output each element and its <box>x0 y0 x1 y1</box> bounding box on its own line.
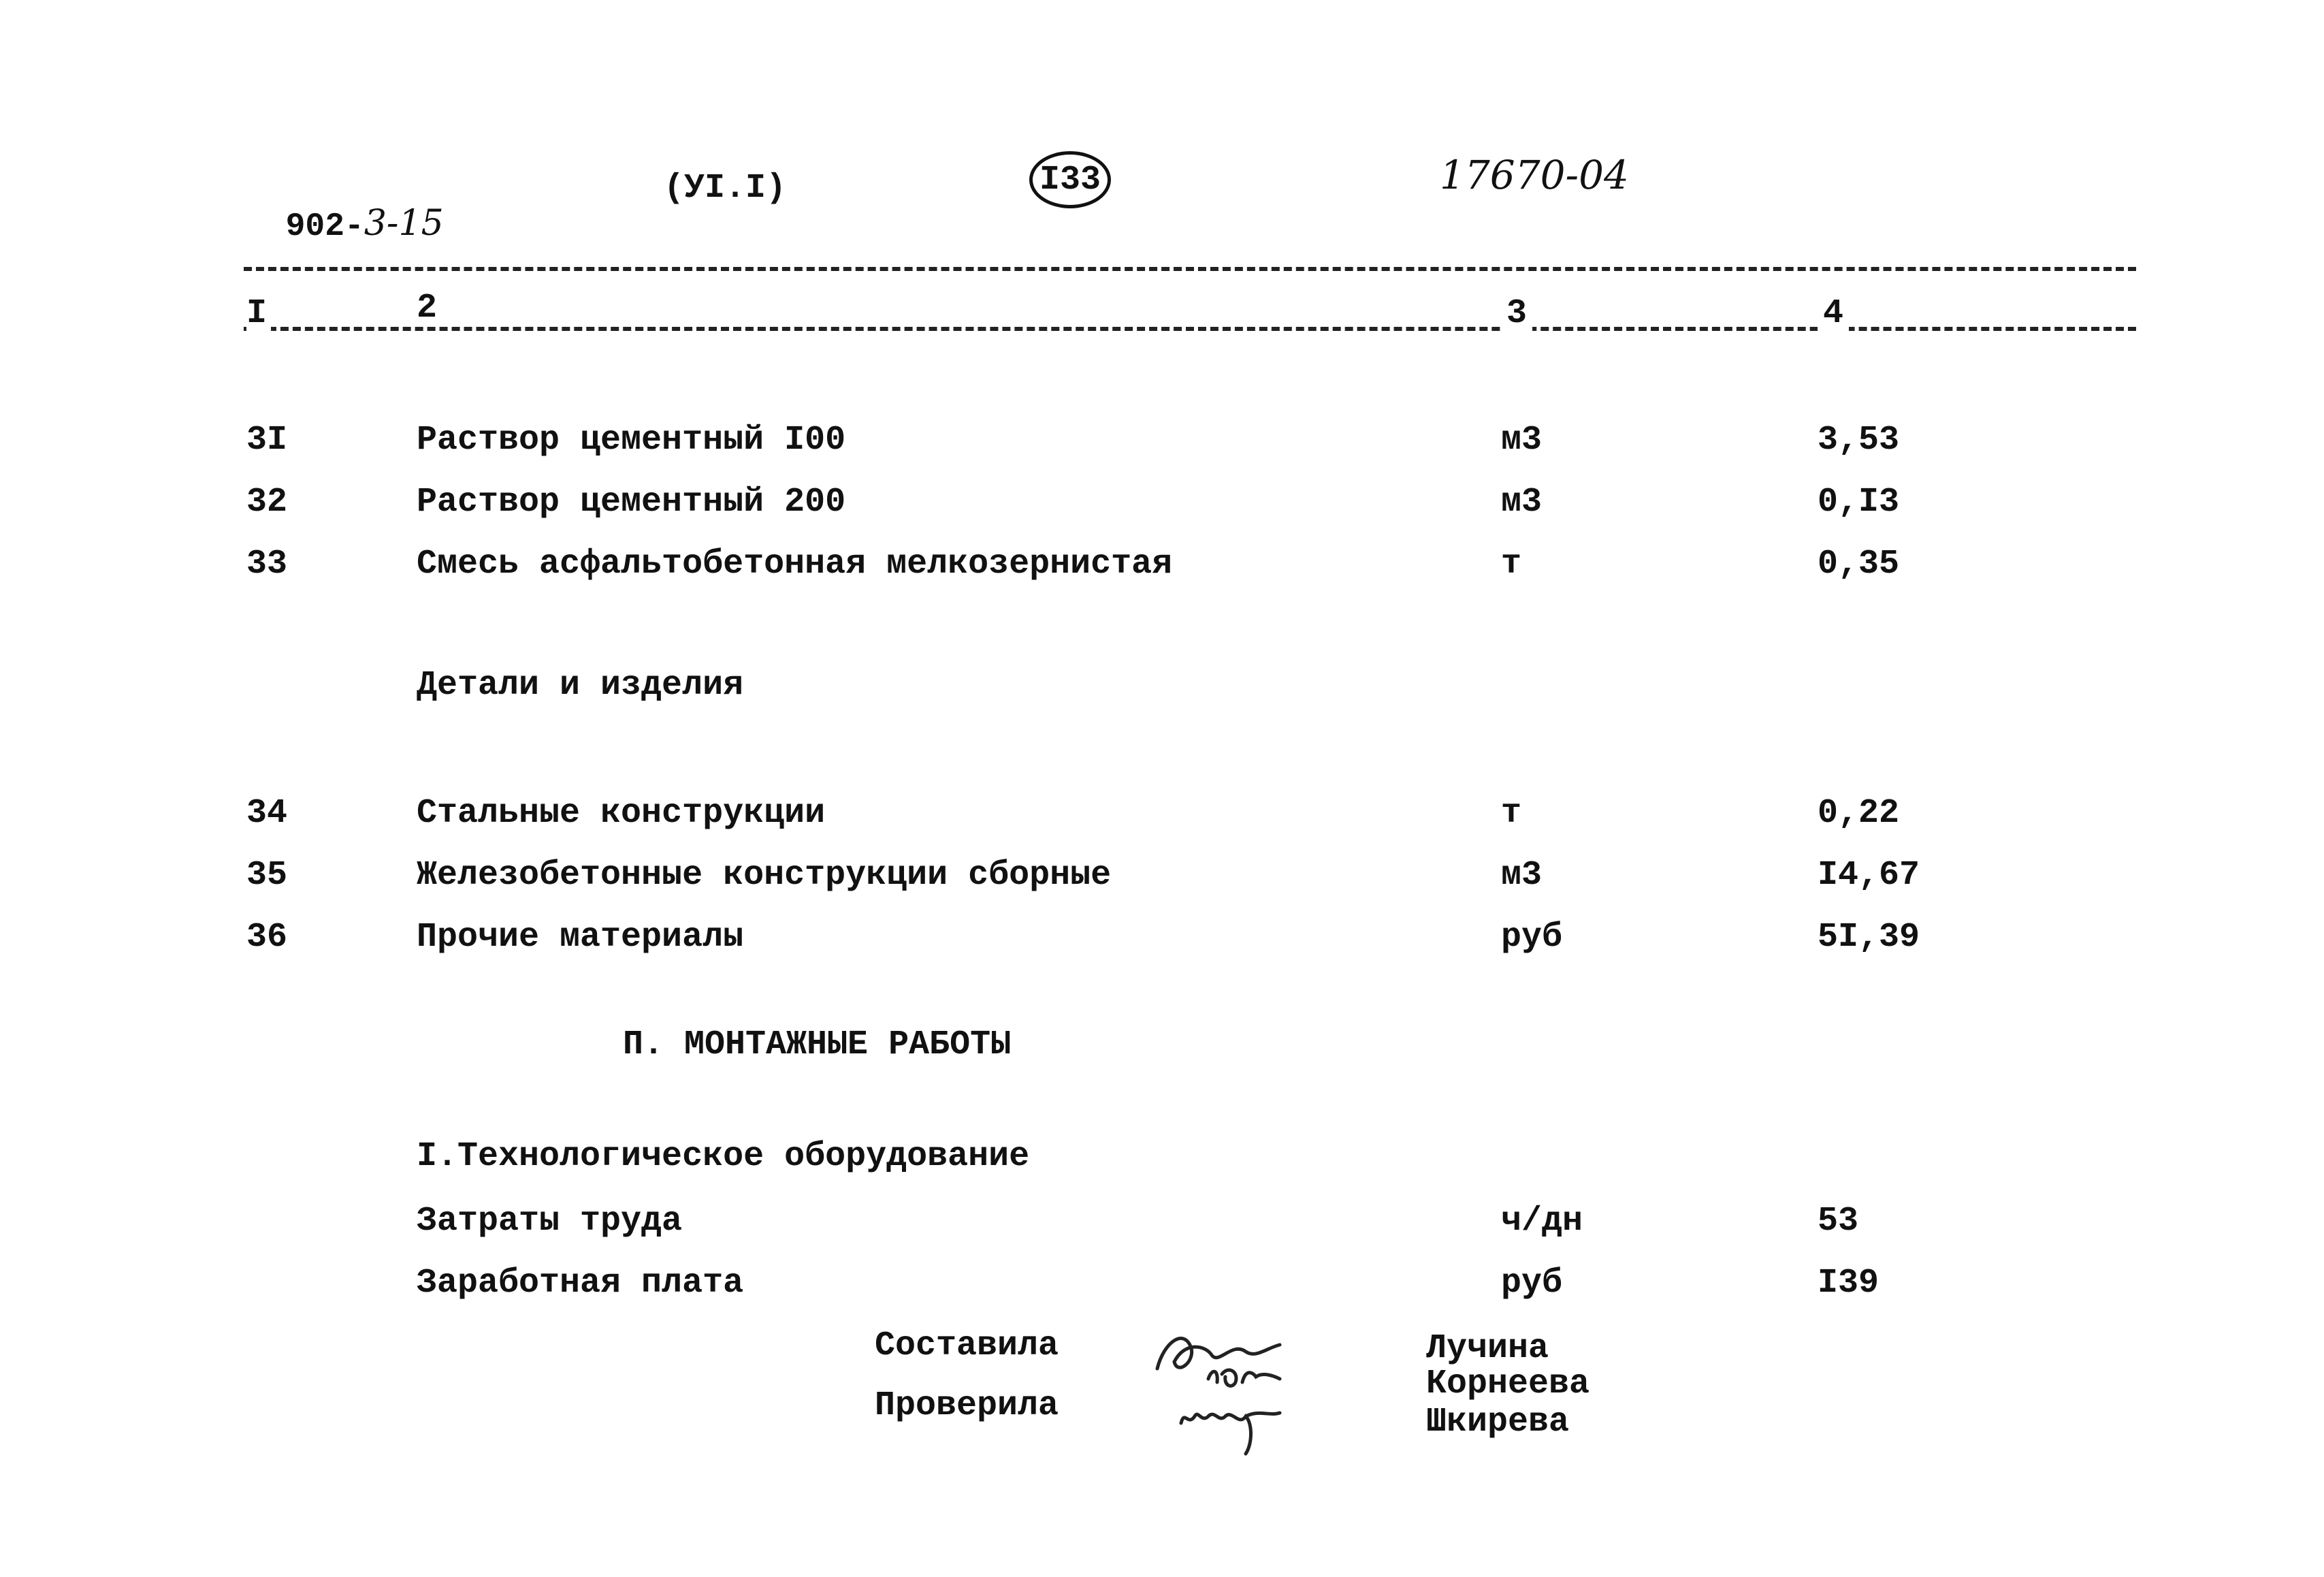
row-value: 3,53 <box>1818 421 1900 460</box>
row-value: 5I,39 <box>1818 918 1920 957</box>
row-name: Раствор цементный 200 <box>417 483 846 522</box>
column-header-rule <box>244 327 2136 331</box>
row-unit: т <box>1501 545 1522 584</box>
row-unit: м3 <box>1501 421 1543 460</box>
col-header-2: 2 <box>417 291 441 325</box>
row-value: I4,67 <box>1818 856 1920 895</box>
row-value: 0,I3 <box>1818 483 1900 522</box>
checked-label: Проверила <box>875 1386 1059 1425</box>
col-header-4: 4 <box>1818 297 1849 331</box>
table-row <box>0 856 2324 897</box>
row-unit: руб <box>1501 918 1563 957</box>
table-row <box>0 1202 2324 1243</box>
col-header-1: I <box>246 297 271 331</box>
row-name: Смесь асфальтобетонная мелкозернистая <box>417 545 1173 584</box>
row-value: 0,22 <box>1818 794 1900 833</box>
row-unit: т <box>1501 794 1522 833</box>
row-number: 33 <box>246 545 288 584</box>
row-name: Раствор цементный I00 <box>417 421 846 460</box>
table-row <box>0 483 2324 524</box>
compiled-label: Составила <box>875 1326 1059 1365</box>
row-name: Затраты труда <box>417 1202 683 1241</box>
archive-number: 17670-04 <box>1440 152 1629 198</box>
section-code: (УI.I) <box>664 169 787 208</box>
table-row <box>0 545 2324 586</box>
section-title: П. МОНТАЖНЫЕ РАБОТЫ <box>623 1025 1012 1064</box>
doc-code-suffix: 3-15 <box>364 203 444 244</box>
col-header-3: 3 <box>1501 297 1532 331</box>
page-number-circle <box>1029 151 1111 208</box>
doc-code <box>246 173 444 243</box>
signature-name: Шкирева <box>1426 1403 1570 1441</box>
row-unit: м3 <box>1501 483 1543 522</box>
row-name: Железобетонные конструкции сборные <box>417 856 1112 895</box>
top-dashed-rule <box>244 267 2136 271</box>
doc-code-prefix: 902- <box>285 208 364 245</box>
row-number: 36 <box>246 918 288 957</box>
row-number: 35 <box>246 856 288 895</box>
row-unit: руб <box>1501 1264 1563 1303</box>
row-name: Заработная плата <box>417 1264 744 1303</box>
table-row <box>0 794 2324 835</box>
table-row <box>0 1264 2324 1305</box>
handwritten-signatures <box>1144 1314 1321 1464</box>
signature-name: Корнеева <box>1426 1365 1590 1403</box>
row-number: 32 <box>246 483 288 522</box>
row-number: 34 <box>246 794 288 833</box>
row-name: Прочие материалы <box>417 918 744 957</box>
table-row <box>0 918 2324 959</box>
table-row <box>0 421 2324 462</box>
row-value: 53 <box>1818 1202 1859 1241</box>
row-unit: м3 <box>1501 856 1543 895</box>
page-number: I33 <box>1039 160 1101 200</box>
subheading-parts: Детали и изделия <box>417 666 744 705</box>
row-number: 3I <box>246 421 288 460</box>
subsection-title: I.Технологическое оборудование <box>417 1137 1030 1176</box>
row-name: Стальные конструкции <box>417 794 826 833</box>
row-unit: ч/дн <box>1501 1202 1583 1241</box>
row-value: I39 <box>1818 1264 1879 1303</box>
signature-name: Лучина <box>1426 1329 1549 1368</box>
row-value: 0,35 <box>1818 545 1900 584</box>
